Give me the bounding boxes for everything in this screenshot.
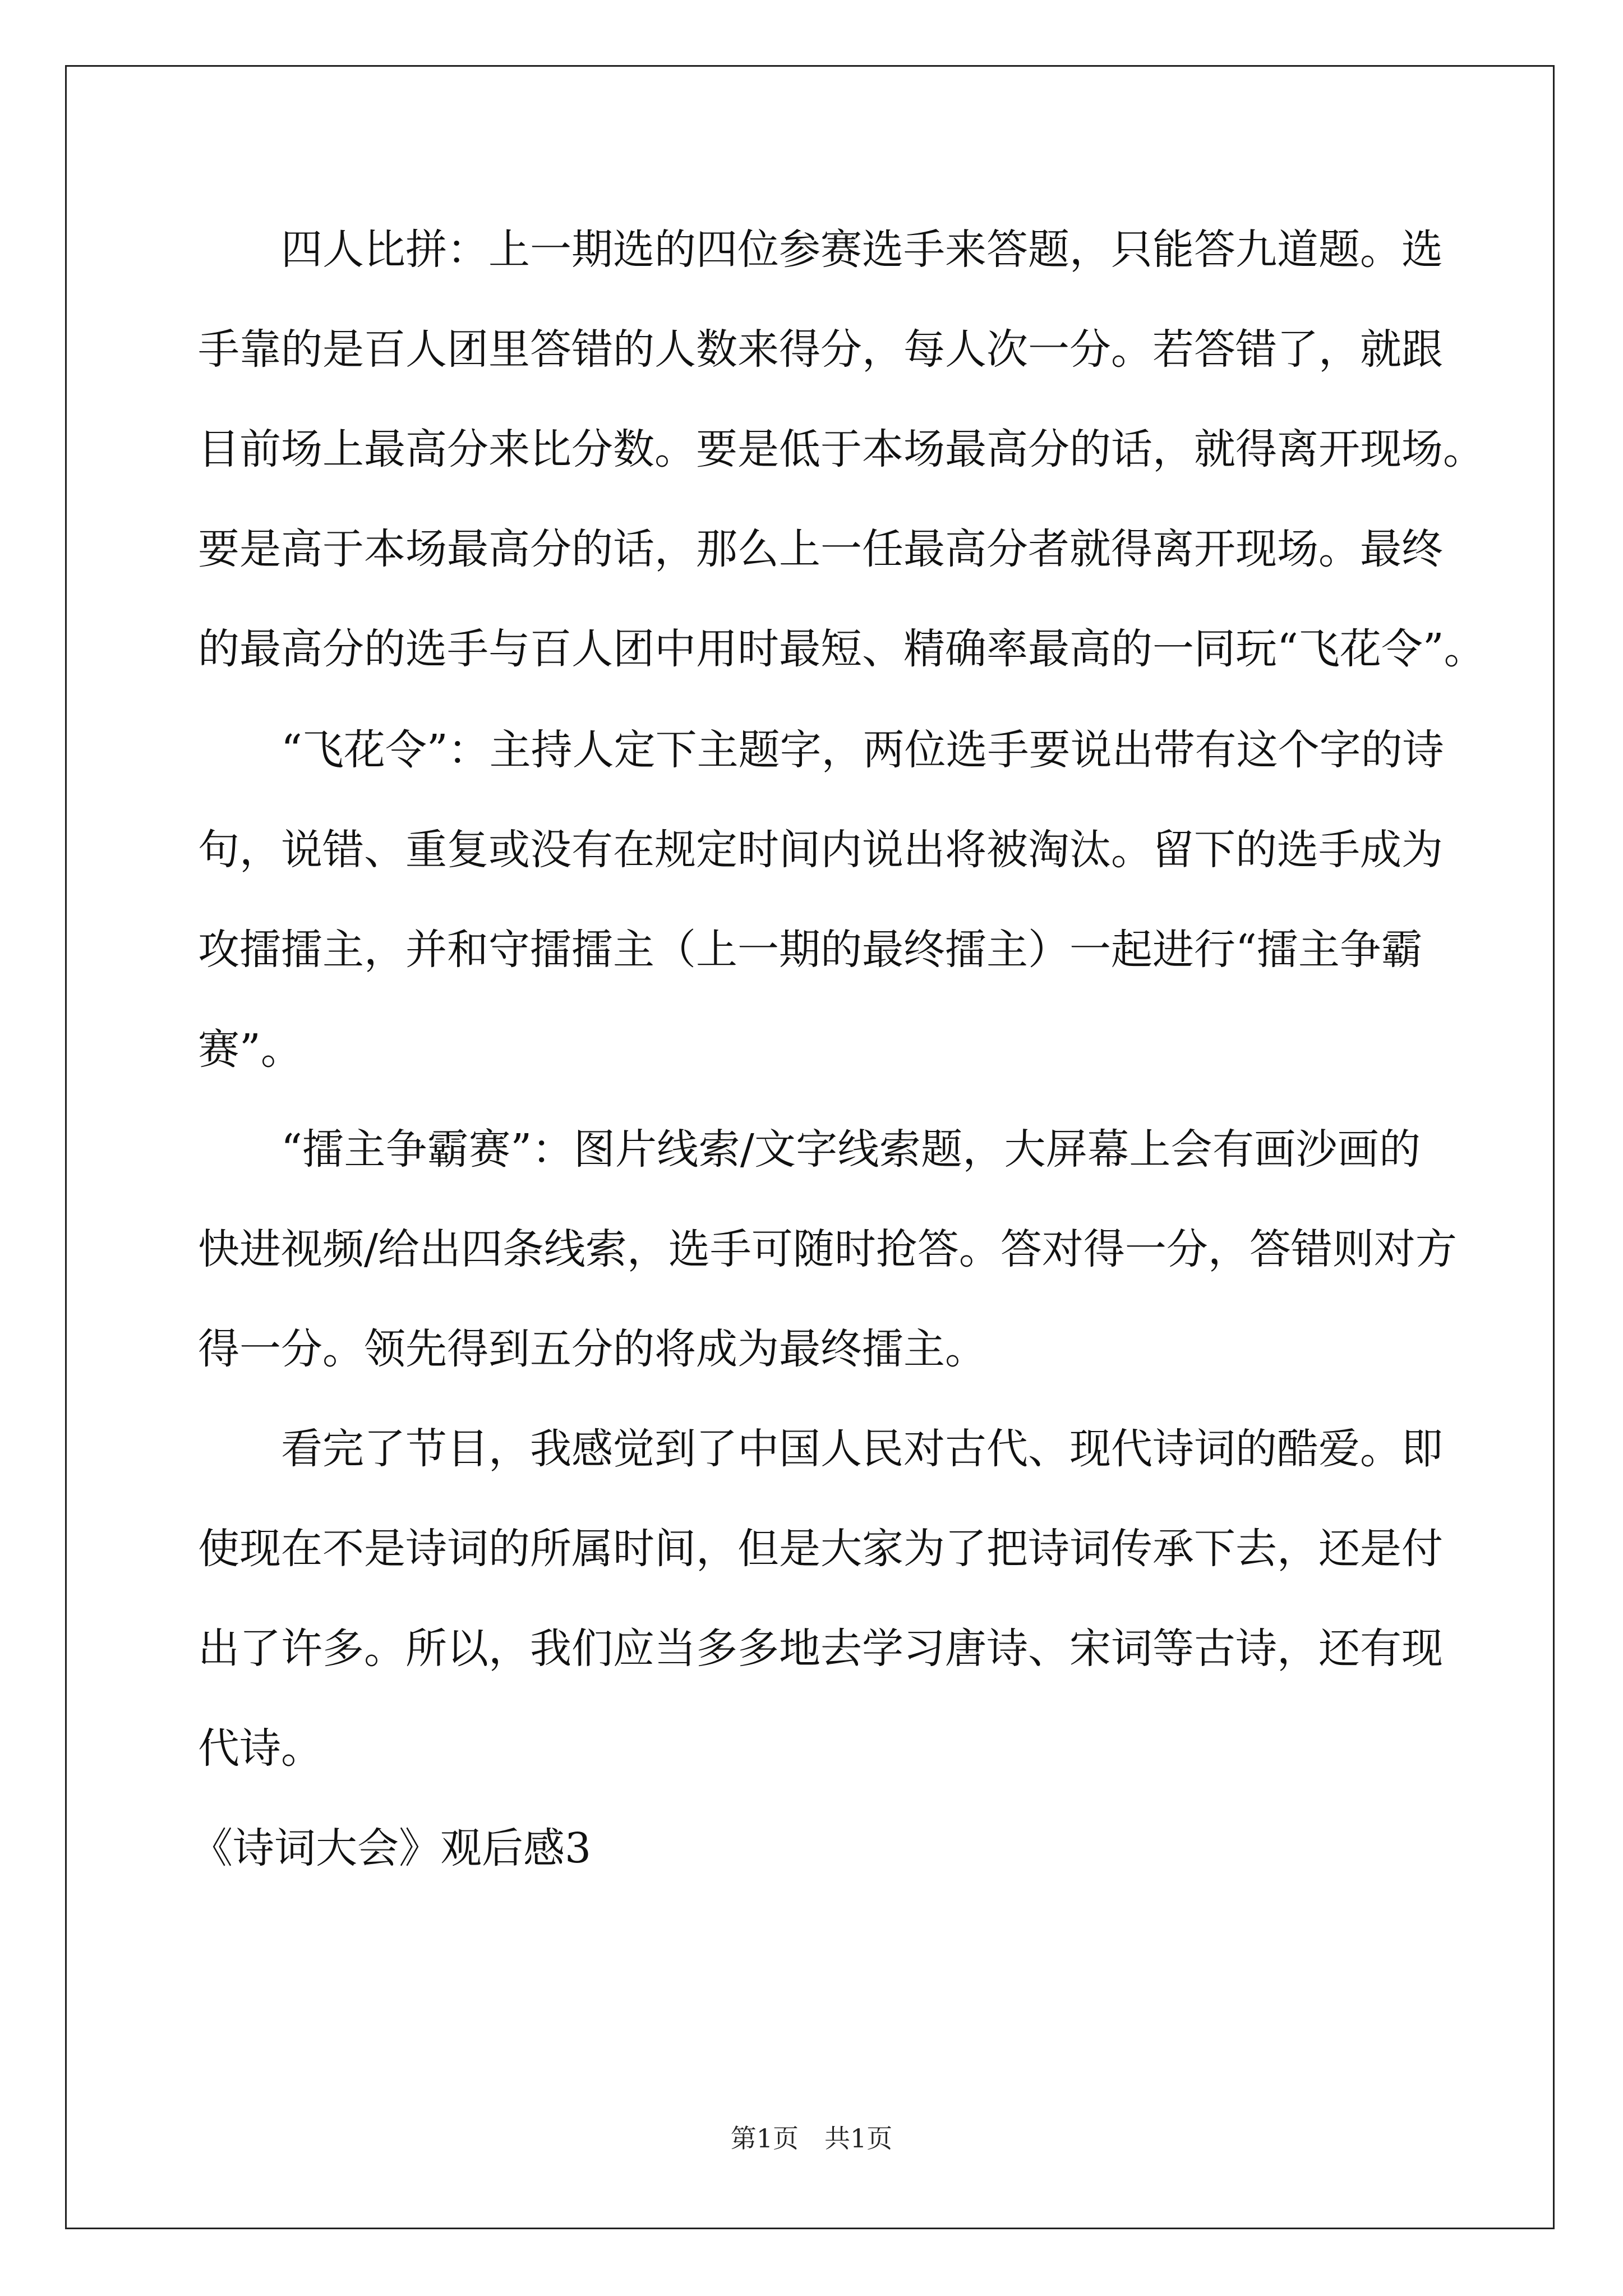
paragraph-line: 目前场上最高分来比分数。要是低于本场最高分的话，就得离开现场。 xyxy=(198,425,1484,473)
paragraph-line: 的最高分的选手与百人团中用时最短、精确率最高的一同玩“飞花令”。 xyxy=(198,625,1486,673)
page-number: 第1页 共1页 xyxy=(730,2123,893,2154)
paragraph-line: 赛”。 xyxy=(198,1025,302,1074)
paragraph-line: 使现在不是诗词的所属时间，但是大家为了把诗词传承下去，还是付 xyxy=(198,1525,1443,1573)
paragraph-line: 代诗。 xyxy=(198,1724,322,1773)
paragraph-line: 要是高于本场最高分的话，那么上一任最高分者就得离开现场。最终 xyxy=(198,525,1443,573)
paragraph-line: 手靠的是百人团里答错的人数来得分，每人次一分。若答错了，就跟 xyxy=(198,325,1443,374)
paragraph-line: 看完了节目，我感觉到了中国人民对古代、现代诗词的酷爱。即 xyxy=(281,1425,1443,1473)
paragraph-line: 出了许多。所以，我们应当多多地去学习唐诗、宋词等古诗，还有现 xyxy=(198,1625,1443,1673)
paragraph-line: 句，说错、重复或没有在规定时间内说出将被淘汰。留下的选手成为 xyxy=(198,826,1443,874)
paragraph-line: “擂主争霸赛”：图片线索/文字线索题，大屏幕上会有画沙画的 xyxy=(281,1125,1421,1174)
paragraph-line: 四人比拼：上一期选的四位参赛选手来答题，只能答九道题。选 xyxy=(281,226,1443,274)
paragraph-line: 得一分。领先得到五分的将成为最终擂主。 xyxy=(198,1325,986,1373)
paragraph-line: “飞花令”：主持人定下主题字，两位选手要说出带有这个字的诗 xyxy=(281,726,1444,774)
paragraph-line: 快进视频/给出四条线索，选手可随时抢答。答对得一分，答错则对方 xyxy=(198,1225,1457,1273)
page-footer xyxy=(0,2122,1623,2155)
section-heading: 《诗词大会》观后感3 xyxy=(191,1824,592,1872)
paragraph-line: 攻擂擂主，并和守擂擂主（上一期的最终擂主）一起进行“擂主争霸 xyxy=(198,926,1423,974)
